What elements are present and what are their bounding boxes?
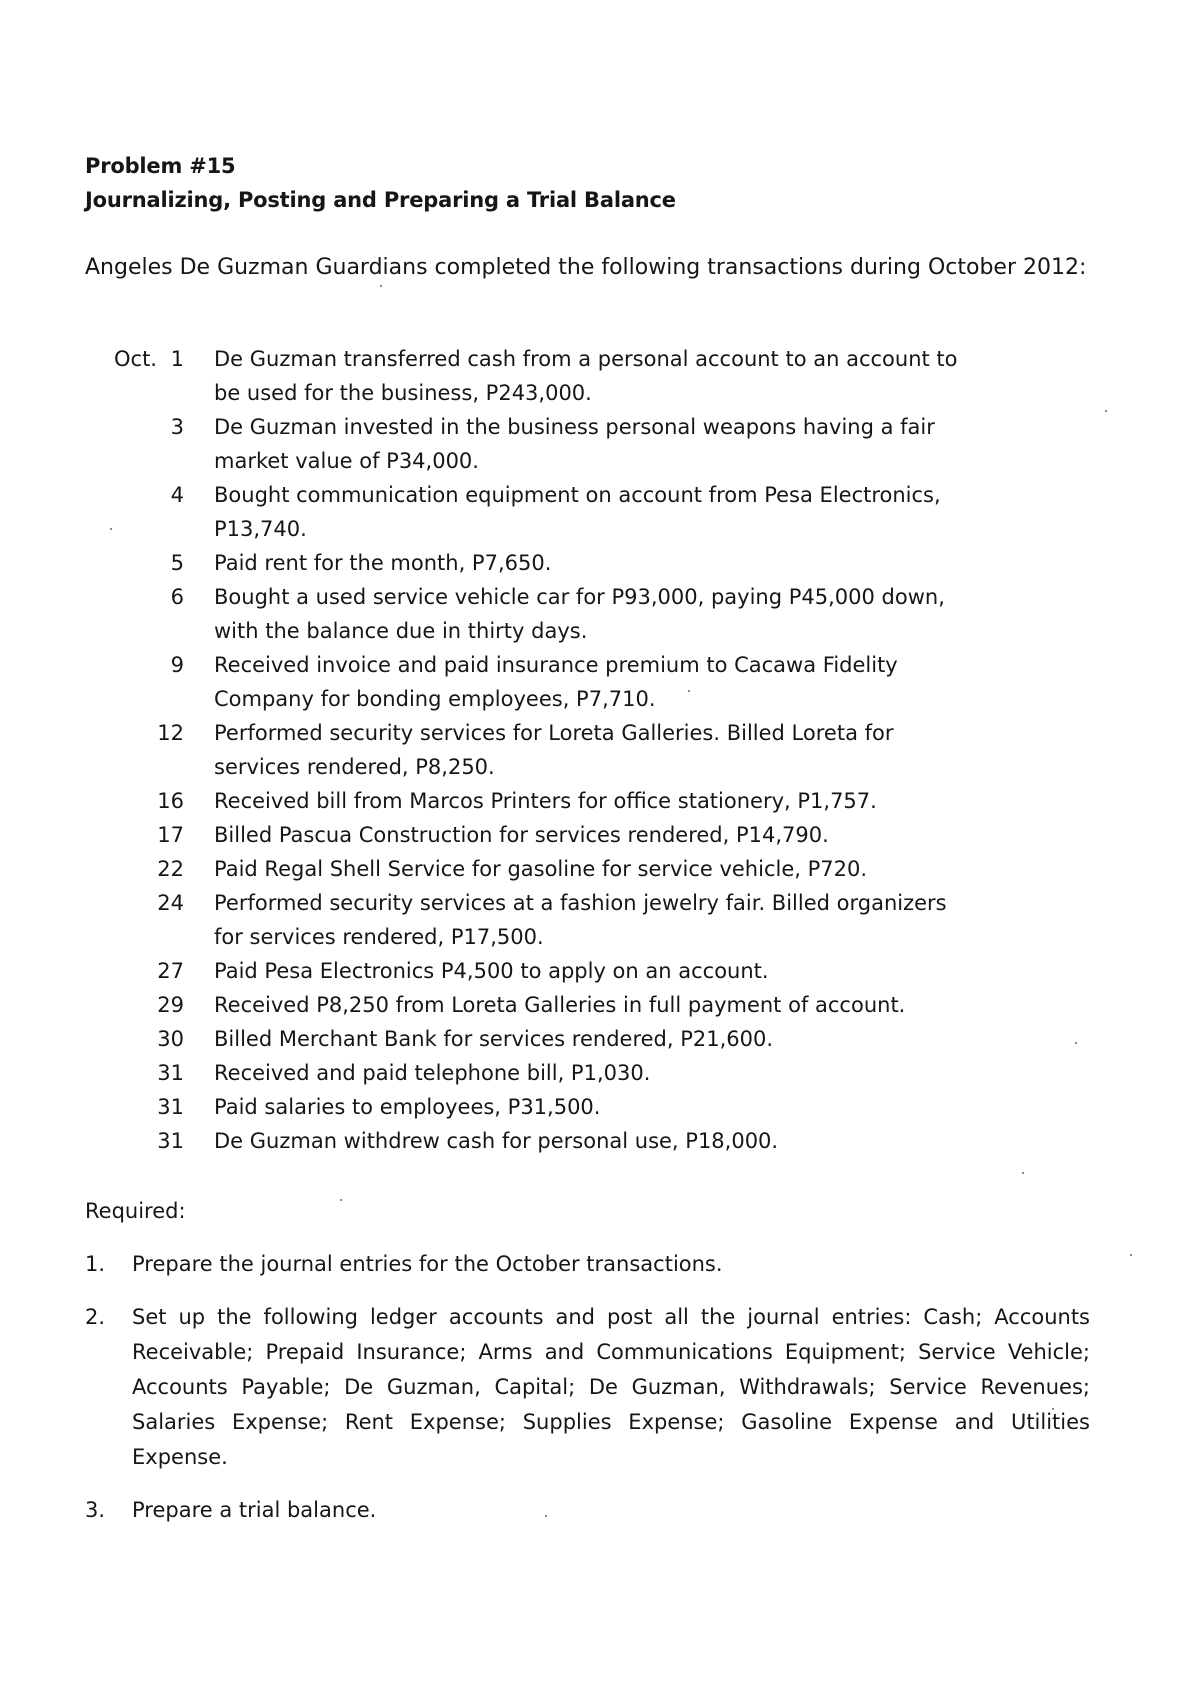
transaction-description: Paid Regal Shell Service for gasoline for service vehicle, P720. <box>214 857 868 881</box>
transaction-description: De Guzman transferred cash from a personal account to an account to be used for the business, P243,000. <box>214 347 958 405</box>
transaction-description: Received invoice and paid insurance premium to Cacawa Fidelity Company for bonding employees, P7,710. <box>214 653 898 711</box>
transaction-description: Paid Pesa Electronics P4,500 to apply on an account. <box>214 959 769 983</box>
transaction-day: 31 <box>157 1129 184 1153</box>
scan-speck <box>380 285 382 287</box>
scan-speck <box>1105 410 1107 412</box>
transaction-description: Bought communication equipment on account from Pesa Electronics, P13,740. <box>214 483 941 541</box>
transaction-day: 12 <box>157 721 184 745</box>
transaction-row <box>0 1022 1200 1056</box>
transaction-row <box>0 478 1200 546</box>
required-item-text: Prepare the journal entries for the October transactions. <box>132 1252 723 1276</box>
transaction-row <box>0 784 1200 818</box>
transaction-description: Paid rent for the month, P7,650. <box>214 551 552 575</box>
transaction-row <box>0 886 1200 954</box>
scan-speck <box>1022 1172 1024 1174</box>
transaction-row <box>0 648 1200 716</box>
transaction-day: 17 <box>157 823 184 847</box>
required-item <box>85 1493 1105 1528</box>
transaction-description: Received P8,250 from Loreta Galleries in full payment of account. <box>214 993 906 1017</box>
transaction-day: 6 <box>170 585 184 609</box>
transaction-row <box>0 546 1200 580</box>
transaction-day: 30 <box>157 1027 184 1051</box>
scan-speck <box>1075 1042 1077 1044</box>
scan-speck <box>688 690 690 692</box>
required-list <box>85 1247 1105 1546</box>
problem-number: Problem #15 <box>85 154 236 178</box>
transaction-day: 27 <box>157 959 184 983</box>
transaction-description: Received and paid telephone bill, P1,030. <box>214 1061 651 1085</box>
required-heading: Required: <box>85 1199 186 1223</box>
transaction-day: 3 <box>170 415 184 439</box>
transaction-row <box>0 988 1200 1022</box>
transaction-description: Paid salaries to employees, P31,500. <box>214 1095 601 1119</box>
intro-paragraph: Angeles De Guzman Guardians completed the following transactions during October 2012: <box>85 255 1087 280</box>
transaction-day: 4 <box>170 483 184 507</box>
transaction-description: De Guzman withdrew cash for personal use, P18,000. <box>214 1129 779 1153</box>
scan-speck <box>110 528 112 530</box>
transaction-row <box>0 1124 1200 1158</box>
transaction-row <box>0 410 1200 478</box>
required-item <box>85 1247 1105 1282</box>
transaction-day: 29 <box>157 993 184 1017</box>
transaction-day: 9 <box>170 653 184 677</box>
transaction-row <box>0 1056 1200 1090</box>
transaction-row <box>0 818 1200 852</box>
required-item-number: 1. <box>85 1252 106 1276</box>
transaction-description: Received bill from Marcos Printers for office stationery, P1,757. <box>214 789 877 813</box>
transaction-day: 22 <box>157 857 184 881</box>
transaction-description: Billed Merchant Bank for services rendered, P21,600. <box>214 1027 774 1051</box>
transaction-list <box>0 342 1200 1158</box>
transaction-day: 24 <box>157 891 184 915</box>
required-item-number: 3. <box>85 1498 106 1522</box>
transaction-description: Performed security services at a fashion jewelry fair. Billed organizers for services rendered, P17,500. <box>214 891 947 949</box>
problem-title: Journalizing, Posting and Preparing a Trial Balance <box>85 188 676 212</box>
scan-speck <box>1052 1408 1054 1410</box>
required-item-text: Set up the following ledger accounts and post all the journal entries: Cash; Accounts Receivable; Prepaid Insurance; Arms and Communications Equipment; Service Vehicle; Accounts Payable; De Guzman, Capital; De Guzman, Withdrawals; Service Revenues; Salaries Expense; Rent Expense; Supplies Expense; Gasoline Expense and Utilities Expense. <box>132 1305 1090 1469</box>
transaction-row <box>0 852 1200 886</box>
transaction-day: 16 <box>157 789 184 813</box>
transaction-description: Billed Pascua Construction for services rendered, P14,790. <box>214 823 829 847</box>
required-item-text: Prepare a trial balance. <box>132 1498 377 1522</box>
required-item-number: 2. <box>85 1305 106 1329</box>
transaction-row <box>0 1090 1200 1124</box>
transaction-day: 1 <box>170 347 184 371</box>
transaction-description: Bought a used service vehicle car for P93,000, paying P45,000 down, with the balance due in thirty days. <box>214 585 945 643</box>
transaction-row <box>0 580 1200 648</box>
required-item <box>85 1300 1105 1475</box>
transaction-day: 31 <box>157 1095 184 1119</box>
scan-speck <box>545 1515 547 1517</box>
scan-speck <box>340 1199 342 1201</box>
transaction-day: 5 <box>170 551 184 575</box>
transaction-description: De Guzman invested in the business personal weapons having a fair market value of P34,000. <box>214 415 935 473</box>
transaction-month: Oct. <box>114 347 157 371</box>
transaction-description: Performed security services for Loreta Galleries. Billed Loreta for services rendered, P8,250. <box>214 721 894 779</box>
transaction-day: 31 <box>157 1061 184 1085</box>
scan-speck <box>1130 1254 1132 1256</box>
transaction-row <box>0 954 1200 988</box>
transaction-row <box>0 716 1200 784</box>
transaction-row <box>0 342 1200 410</box>
